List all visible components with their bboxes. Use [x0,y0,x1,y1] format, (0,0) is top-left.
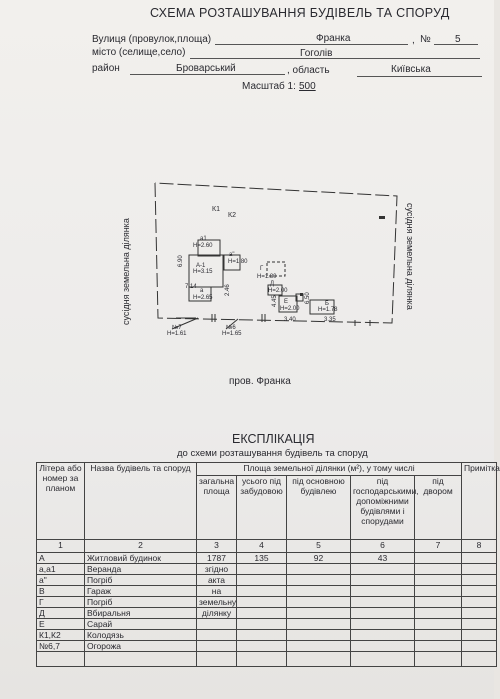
row-name: Погріб [85,575,197,586]
row-total: 1787 [197,553,237,564]
oblast-value: Київська [391,64,431,75]
district-value: Броварський [176,63,236,74]
col-aux-header: під господарськими, допоміжними будівлями і спорудами [351,476,415,540]
city-label: місто (селище,село) [92,47,186,58]
row-aux: 43 [351,553,415,564]
row-name: Колодязь [85,630,197,641]
well-k1-label: К1 [212,206,220,213]
dim-3-40: 3.40 [284,317,296,323]
well-k2-label: К2 [228,212,236,219]
number-value: 5 [455,34,461,45]
col-yard-header: під двором [415,476,462,540]
building-a-height: Н=2.65 [193,295,213,301]
scale-label: Масштаб 1: [242,81,296,92]
explication-title: ЕКСПЛІКАЦІЯ [232,432,315,446]
building-B-label: Б [325,301,329,307]
table-row [37,619,497,630]
building-G-label: Г [260,266,264,272]
fence-7-label: №7 [172,325,182,331]
building-A1-label: А-1 [196,263,206,269]
row-litera: К1,К2 [37,630,85,641]
col-number: 5 [287,540,351,553]
document-title: СХЕМА РОЗТАШУВАННЯ БУДІВЕЛЬ ТА СПОРУД [150,6,450,20]
row-name: Огорожа [85,641,197,652]
left-neighbor-label: сусідня земельна ділянка [121,218,131,325]
row-total: земельну [197,597,237,608]
marker-small [379,216,385,219]
well-marker [300,293,303,296]
right-neighbor-label: сусідня земельна ділянка [405,203,415,310]
fence-6-label: №6 [226,325,236,331]
row-litera: Г [37,597,85,608]
district-label: район [92,63,120,74]
fence-6-height: Н=1.65 [222,331,242,337]
col-number: 1 [37,540,85,553]
building-E-label: Е [284,299,289,305]
row-litera: №6,7 [37,641,85,652]
scale-value: 500 [299,81,316,92]
explication-subtitle: до схеми розташування будівель та споруд [177,448,368,459]
row-litera: Д [37,608,85,619]
col-number: 2 [85,540,197,553]
building-a1-label: а1 [200,236,207,242]
table-row [37,630,497,641]
dim-7-14: 7.14 [185,284,197,290]
row-litera: а" [37,575,85,586]
table-row [37,608,497,619]
col-total-header: загальна площа [197,476,237,540]
building-a1-height: Н=2.60 [193,243,213,249]
row-litera: Е [37,619,85,630]
table-row [37,575,497,586]
table-row [37,564,497,575]
street-value: Франка [316,33,351,44]
building-E-height: Н=2.00 [280,306,300,312]
row-main: 92 [287,553,351,564]
row-litera: В [37,586,85,597]
col-note-header: Примітка [462,463,497,540]
oblast-label: , область [287,65,330,76]
table-row [37,553,497,564]
building-D-label: Д [270,281,275,287]
dim-6-90: 6.90 [178,255,184,267]
building-a2-label: а" [229,252,235,258]
dim-6-50: 6.50 [305,292,311,304]
col-number: 6 [351,540,415,553]
row-name: Житловий будинок [85,553,197,564]
col-number: 8 [462,540,497,553]
col-main-header: під основною будівлею [287,476,351,540]
row-name: Погріб [85,597,197,608]
row-built: 135 [237,553,287,564]
number-label: № [420,34,431,45]
building-a-label: а [200,288,204,294]
row-total: акта [197,575,237,586]
row-name: Веранда [85,564,197,575]
row-litera: А [37,553,85,564]
col-name-header: Назва будівель та споруд [85,463,197,540]
dim-2-46: 2.46 [225,284,231,296]
fence-7-height: Н=1.61 [167,331,187,337]
city-value: Гоголів [300,48,333,59]
table-row-empty [37,652,497,667]
col-built-header: усього під забудовою [237,476,287,540]
row-total: на [197,586,237,597]
row-litera: а,а1 [37,564,85,575]
street-name-label: пров. Франка [229,376,291,387]
col-litera-header: Літера або номер за планом [37,463,85,540]
col-area-group-header: Площа земельної ділянки (м²), у тому числі [197,463,462,476]
explication-table [36,462,500,667]
building-B-height: Н=1.78 [318,307,338,313]
dim-3-35: 3.35 [324,317,336,323]
row-name: Вбиральня [85,608,197,619]
building-D-height: Н=2.00 [268,288,288,294]
col-number: 3 [197,540,237,553]
comma-mark: , [412,35,415,46]
table-row [37,586,497,597]
building-G-height: Н=1.80 [257,274,277,280]
col-number: 7 [415,540,462,553]
dim-4-45: 4.45 [272,295,278,307]
street-label: Вулиця (провулок,площа) [92,34,212,45]
row-name: Гараж [85,586,197,597]
row-total: згідно [197,564,237,575]
row-total: ділянку [197,608,237,619]
table-row [37,641,497,652]
row-name: Сарай [85,619,197,630]
building-a2-height: Н=1.80 [228,259,248,265]
col-number: 4 [237,540,287,553]
building-A1-height: Н=3.15 [193,269,213,275]
table-row [37,597,497,608]
